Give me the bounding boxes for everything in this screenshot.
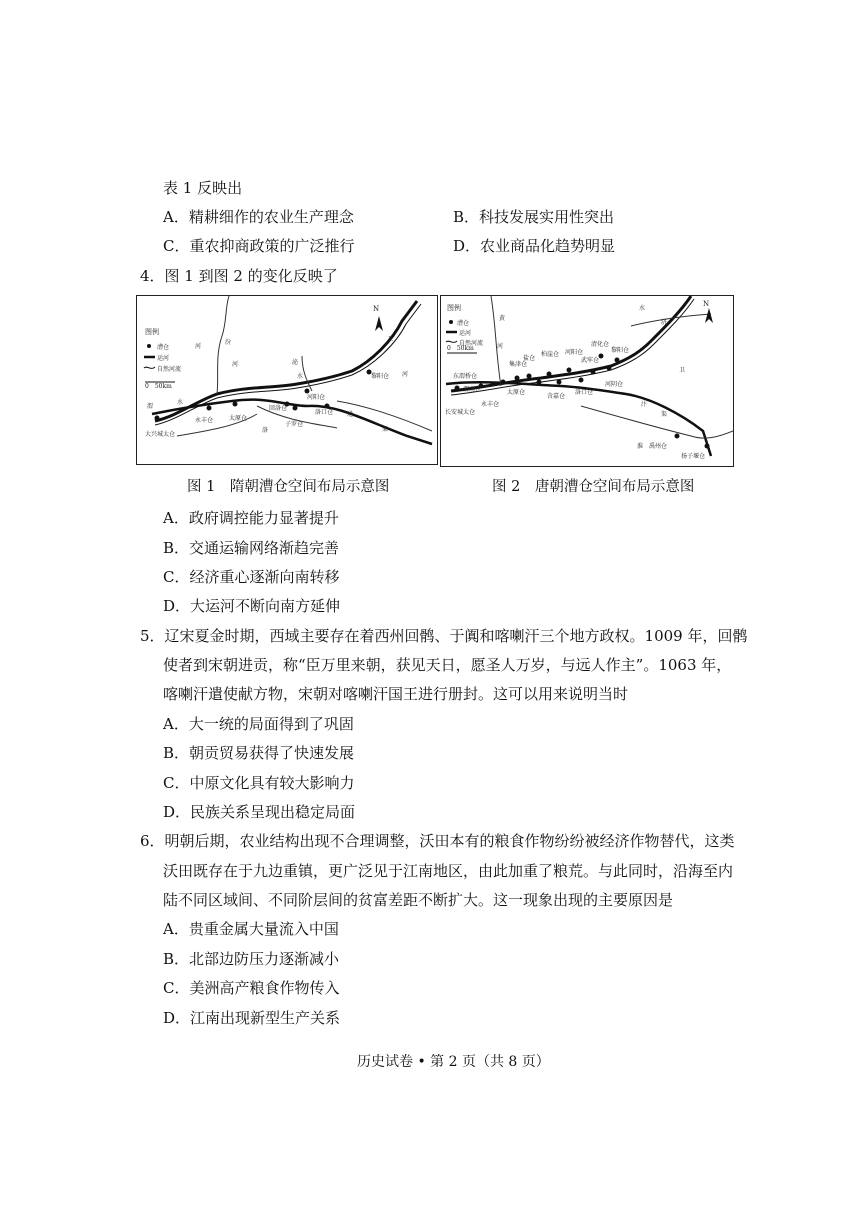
fig1-granary: 永丰仓 <box>195 417 214 424</box>
q3-option-d: D．农业商品化趋势明显 <box>453 237 616 255</box>
fig1-granary: 黎阳仓 <box>371 373 390 380</box>
granary-marker-icon <box>579 378 584 383</box>
granary-marker-icon <box>155 416 160 421</box>
legend-granary-icon <box>147 344 151 348</box>
q5-line: 喀喇汗遣使献方物，宋朝对喀喇汗国王进行册封。这可以用来说明当时 <box>163 685 629 703</box>
map-label: 太原仓 <box>507 389 526 396</box>
map-label: 渠 <box>661 411 668 418</box>
granary-marker-icon <box>567 368 572 373</box>
map-label: 水 <box>177 399 184 406</box>
q6-line: 沃田既存在于九边重镇，更广泛见于江南地区，由此加重了粮荒。与此同时，沿海至内 <box>163 862 734 880</box>
q4-option-c: C．经济重心逐渐向南转移 <box>163 568 340 586</box>
figure1-sui-map-drawing <box>137 296 437 464</box>
legend-granary-icon <box>449 320 453 324</box>
map-label: 水 <box>297 373 304 380</box>
granary-marker-icon <box>305 389 310 394</box>
scale-label: 0 50km <box>447 345 474 352</box>
granary-marker-icon <box>325 404 330 409</box>
q6-line: 陆不同区域间、不同阶层间的贫富差距不断扩大。这一现象出现的主要原因是 <box>163 891 674 909</box>
granary-marker-icon <box>705 444 710 449</box>
page-footer: 历史试卷 • 第 2 页（共 8 页） <box>357 1054 550 1070</box>
q6-line: 6．明朝后期，农业结构出现不合理调整，沃田本有的粮食作物纷纷被经济作物替代，这类 <box>140 832 735 850</box>
fig1-granary: 大兴城太仓 <box>145 431 176 438</box>
granary-marker-icon <box>675 434 680 439</box>
q5-line: 使者到宋朝进贡，称“臣万里来朝，获见天日，愿圣人万岁，与远人作主”。1063 年， <box>163 656 732 674</box>
map-label: 禹州仓 <box>649 443 668 450</box>
q6-option-c: C．美洲高产粮食作物传入 <box>163 979 340 997</box>
map-label: 河阴仓 <box>605 381 624 388</box>
q5-option-d: D．民族关系呈现出稳定局面 <box>163 803 356 821</box>
legend-title: 图例 <box>447 304 461 312</box>
q4-option-a: A．政府调控能力显著提升 <box>163 509 339 527</box>
map-label: 河 <box>402 371 409 378</box>
granary-marker-icon <box>599 354 604 359</box>
map-label: 长安城太仓 <box>445 409 476 416</box>
fig1-granary: 洛口仓 <box>315 409 334 416</box>
map-label: 通 <box>347 411 354 418</box>
figure2-tang-map-drawing <box>441 296 733 466</box>
map-label: 柏崖仓 <box>541 351 560 358</box>
fig1-granary: 太原仓 <box>229 415 248 422</box>
granary-marker-icon <box>293 406 298 411</box>
legend-granary-label: 漕仓 <box>457 320 470 327</box>
q5-line: 5．辽宋夏金时期，西域主要存在着西州回鹘、于阗和喀喇汗三个地方政权。1009 年，回鹘 <box>140 627 748 645</box>
map-label: 河阳仓 <box>565 349 584 356</box>
q5-option-b: B．朝贡贸易获得了快速发展 <box>163 744 355 762</box>
q3-option-c: C．重农抑商政策的广泛推行 <box>163 237 355 255</box>
granary-marker-icon <box>527 374 532 379</box>
map-label: 洛口仓 <box>575 389 594 396</box>
map-label: 济 <box>661 319 668 326</box>
q3-option-b: B．科技发展实用性突出 <box>453 208 615 226</box>
legend-river-label: 自然河流 <box>157 366 182 373</box>
map-label: 卫 <box>679 367 686 374</box>
north-label: N <box>373 305 380 313</box>
figure1-caption: 图 1 隋朝漕仓空间布局示意图 <box>187 479 390 495</box>
map-label: 盐仓 <box>523 355 536 362</box>
granary-marker-icon <box>501 380 506 385</box>
fig1-granary: 河阳仓 <box>307 394 326 401</box>
figure2-caption: 图 2 唐朝漕仓空间布局示意图 <box>492 479 695 495</box>
north-label: N <box>703 300 710 308</box>
q5-option-c: C．中原文化具有较大影响力 <box>163 774 355 792</box>
q3-option-a: A．精耕细作的农业生产理念 <box>163 208 354 226</box>
granary-marker-icon <box>233 402 238 407</box>
q5-option-a: A．大一统的局面得到了巩固 <box>163 715 354 733</box>
map-label: 黎阳仓 <box>611 347 630 354</box>
map-label: 扬子堰仓 <box>681 453 706 460</box>
granary-marker-icon <box>547 372 552 377</box>
map-label: 汾 <box>225 339 232 346</box>
map-label: 东渭桥仓 <box>453 373 478 380</box>
fig1-granary: 回洛仓 <box>269 405 288 412</box>
north-arrow-icon <box>375 316 383 331</box>
north-arrow-icon <box>705 308 713 323</box>
legend-granary-label: 漕仓 <box>157 344 170 351</box>
map-label: 武牢仓 <box>581 357 600 364</box>
legend-title: 图例 <box>145 328 159 336</box>
q3-stem: 表 1 反映出 <box>163 179 243 197</box>
legend-river-icon <box>446 341 457 342</box>
granary-marker-icon <box>207 406 212 411</box>
figure2-tang-map <box>440 295 734 467</box>
map-label: 集津仓 <box>509 361 528 368</box>
granary-marker-icon <box>491 382 496 387</box>
map-label: 渠 <box>382 426 389 433</box>
legend-canal-label: 运河 <box>459 330 472 337</box>
map-label: 泌 <box>292 359 299 366</box>
figure1-sui-map <box>136 295 438 465</box>
granary-marker-icon <box>615 358 620 363</box>
map-label: 河 <box>195 343 202 350</box>
legend-river-icon <box>144 367 155 368</box>
granary-marker-icon <box>557 380 562 385</box>
map-label: 永丰仓 <box>481 401 500 408</box>
map-label: 洛 <box>262 427 269 434</box>
q6-option-b: B．北部边防压力逐渐减小 <box>163 950 340 968</box>
q4-option-b: B．交通运输网络渐趋完善 <box>163 539 340 557</box>
q4-option-d: D．大运河不断向南方延伸 <box>163 597 341 615</box>
map-label: 渭 <box>147 403 154 410</box>
granary-marker-icon <box>515 376 520 381</box>
granary-marker-icon <box>607 366 612 371</box>
fig1-granary: 子罗仓 <box>285 421 304 428</box>
granary-marker-icon <box>591 370 596 375</box>
granary-marker-icon <box>537 380 542 385</box>
map-label: 水 <box>639 305 646 312</box>
legend-river-label: 自然河流 <box>459 340 484 347</box>
q4-stem: 4．图 1 到图 2 的变化反映了 <box>140 267 338 285</box>
scale-label: 0 50km <box>145 383 172 390</box>
map-label: 卫 <box>387 336 394 343</box>
map-label: 黄 <box>499 315 506 322</box>
map-label: 淮 <box>637 443 644 450</box>
q6-option-a: A．贵重金属大量流入中国 <box>163 920 339 938</box>
q6-option-d: D．江南出现新型生产关系 <box>163 1009 341 1027</box>
map-label: 汴 <box>641 401 648 408</box>
legend-canal-label: 运河 <box>157 355 170 362</box>
map-label: 河 <box>497 343 504 350</box>
map-label: 河 <box>232 361 239 368</box>
granary-marker-icon <box>455 386 460 391</box>
map-label: 含嘉仓 <box>547 393 566 400</box>
map-label: 渭南仓 <box>463 386 482 393</box>
map-label: 清化仓 <box>591 341 610 348</box>
